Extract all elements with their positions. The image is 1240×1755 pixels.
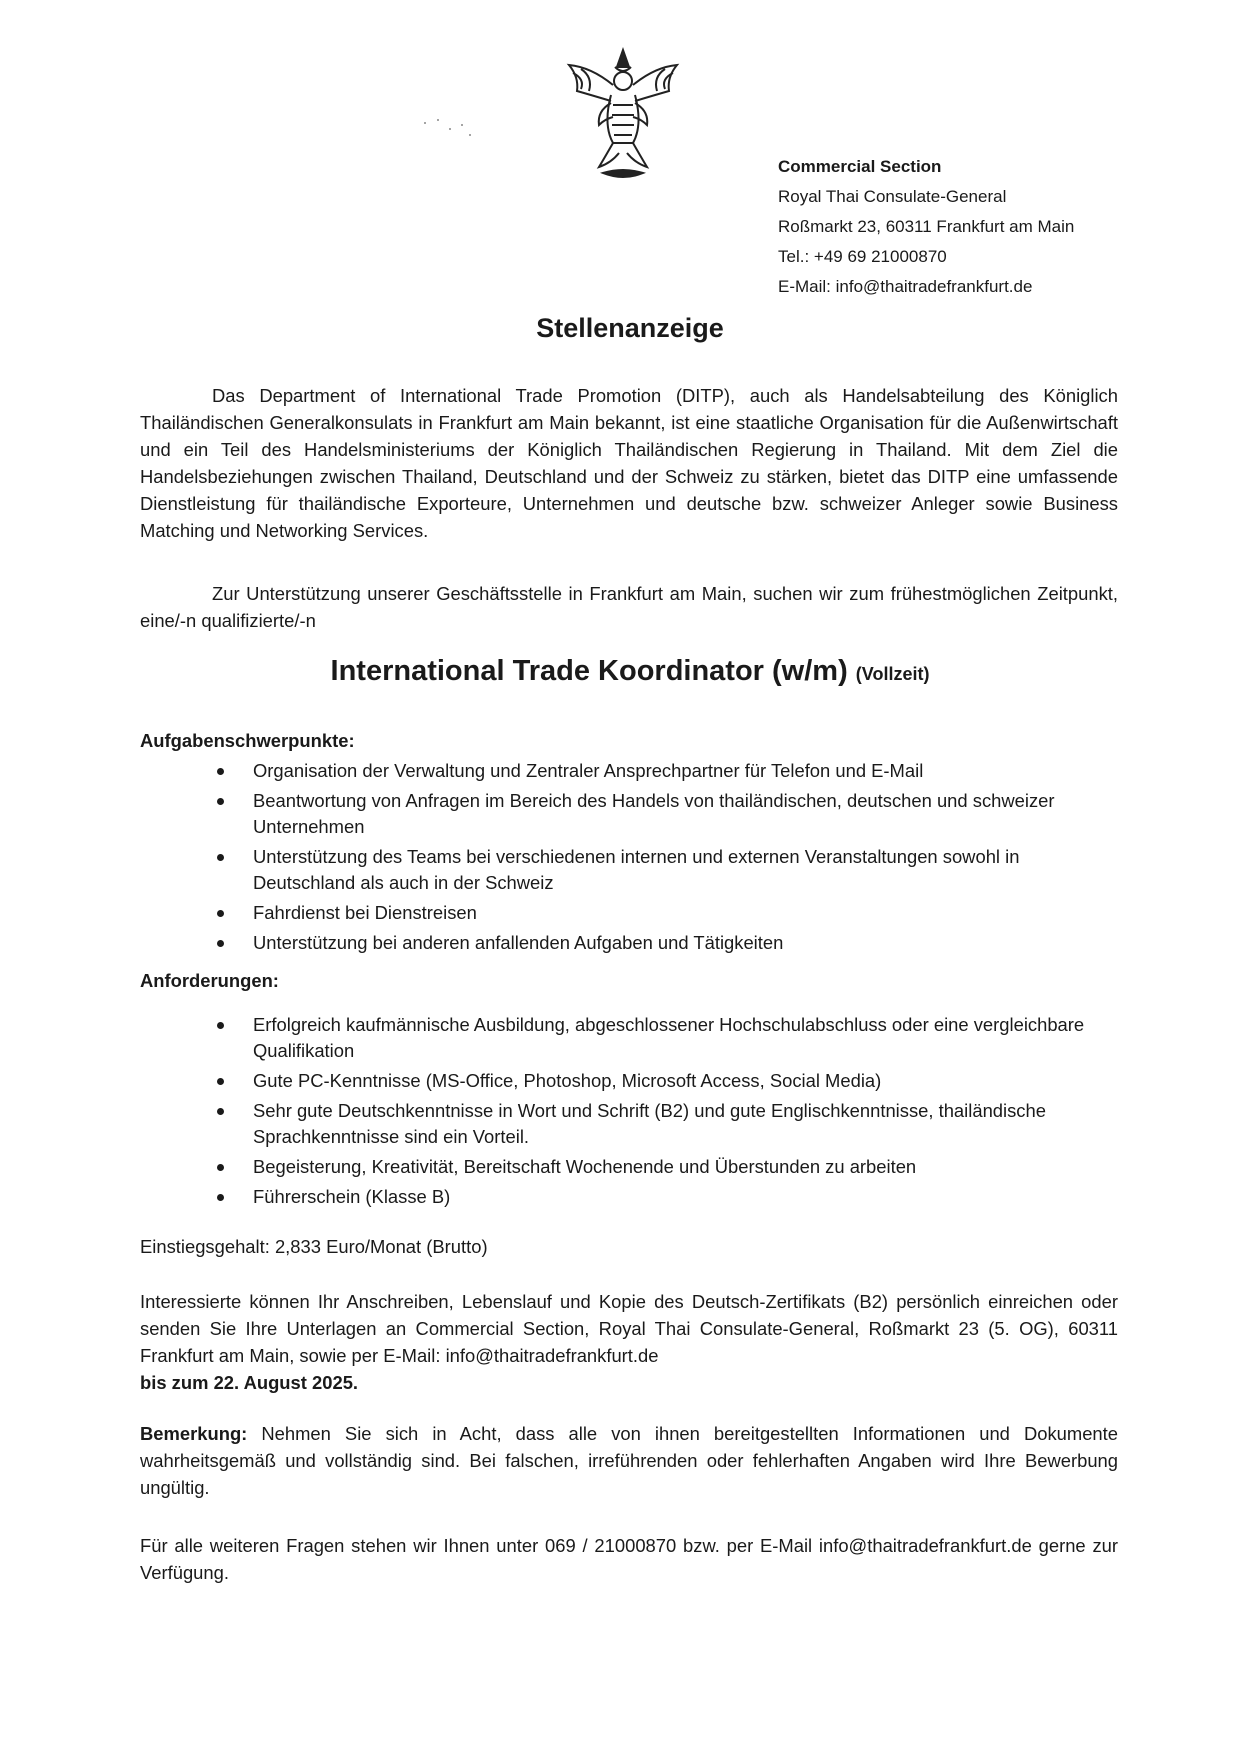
list-item: Unterstützung bei anderen anfallenden Aufgaben und Tätigkeiten <box>215 930 1125 956</box>
remark-paragraph <box>140 1420 1118 1501</box>
remark-label: Bemerkung: <box>140 1423 248 1444</box>
sender-department: Commercial Section <box>778 157 942 176</box>
job-title-text: International Trade Koordinator (w/m) <box>330 655 848 687</box>
bullet-icon <box>217 1078 224 1085</box>
contact-paragraph: Für alle weiteren Fragen stehen wir Ihnen unter 069 / 21000870 bzw. per E-Mail info@thaitradefrankfurt.de gerne zur Verfügung. <box>140 1535 1118 1583</box>
intro-paragraph: Das Department of International Trade Promotion (DITP), auch als Handelsabteilung des Königlich Thailändischen Generalkonsulats in Frankfurt am Main bekannt, ist eine staatliche Organisation für die Außenwirtschaft und ein Teil des Handelsministeriums der Königlich Thailändischen Regierung in Thailand. Mit dem Ziel die Handelsbeziehungen zwischen Thailand, Deutschland und der Schweiz zu stärken, bietet das DITP eine umfassende Dienstleistung für thailändische Exporteure, Unternehmen und deutsche bzw. schweizer Anleger sowie Business Matching und Networking Services. <box>140 385 1118 541</box>
list-item: Begeisterung, Kreativität, Bereitschaft Wochenende und Überstunden zu arbeiten <box>215 1154 1125 1180</box>
scan-speckles <box>420 115 480 145</box>
sender-address-block <box>778 152 1074 302</box>
job-type: (Vollzeit) <box>855 664 930 684</box>
requirements-list <box>215 1012 1125 1214</box>
list-item: Organisation der Verwaltung und Zentraler Ansprechpartner für Telefon und E-Mail <box>215 758 1125 784</box>
garuda-emblem-icon <box>563 45 683 185</box>
bullet-icon <box>217 910 224 917</box>
list-item: Gute PC-Kenntnisse (MS-Office, Photoshop, Microsoft Access, Social Media) <box>215 1068 1125 1094</box>
sender-organisation: Royal Thai Consulate-General <box>778 187 1007 206</box>
document-title: Stellenanzeige <box>536 313 724 343</box>
bullet-icon <box>217 1194 224 1201</box>
requirements-heading: Anforderungen: <box>140 970 279 991</box>
application-deadline: bis zum 22. August 2025. <box>140 1372 359 1393</box>
application-paragraph <box>140 1288 1118 1396</box>
bullet-icon <box>217 768 224 775</box>
bullet-icon <box>217 1164 224 1171</box>
list-item: Sehr gute Deutschkenntnisse in Wort und Schrift (B2) und gute Englischkenntnisse, thailändische Sprachkenntnisse sind ein Vorteil. <box>215 1098 1125 1150</box>
bullet-icon <box>217 1108 224 1115</box>
tasks-list <box>215 758 1125 960</box>
job-title <box>0 655 1240 688</box>
bullet-icon <box>217 1022 224 1029</box>
tasks-heading: Aufgabenschwerpunkte: <box>140 730 355 751</box>
application-text: Interessierte können Ihr Anschreiben, Lebenslauf und Kopie des Deutsch-Zertifikats (B2) persönlich einreichen oder senden Sie Ihre Unterlagen an Commercial Section, Royal Thai Consulate-General, Roßmarkt 23 (5. OG), 60311 Frankfurt am Main, sowie per E-Mail: info@thaitradefrankfurt.de <box>140 1291 1118 1366</box>
list-item: Fahrdienst bei Dienstreisen <box>215 900 1125 926</box>
bullet-icon <box>217 940 224 947</box>
search-paragraph: Zur Unterstützung unserer Geschäftsstelle in Frankfurt am Main, suchen wir zum frühestmöglichen Zeitpunkt, eine/-n qualifizierte/-n <box>140 583 1118 631</box>
sender-email: E-Mail: info@thaitradefrankfurt.de <box>778 277 1033 296</box>
sender-address: Roßmarkt 23, 60311 Frankfurt am Main <box>778 217 1075 236</box>
list-item: Unterstützung des Teams bei verschiedenen internen und externen Veranstaltungen sowohl in Deutschland als auch in der Schweiz <box>215 844 1125 896</box>
list-item: Erfolgreich kaufmännische Ausbildung, abgeschlossener Hochschulabschluss oder eine vergleichbare Qualifikation <box>215 1012 1125 1064</box>
salary-line: Einstiegsgehalt: 2,833 Euro/Monat (Brutto) <box>140 1236 488 1257</box>
sender-phone: Tel.: +49 69 21000870 <box>778 247 947 266</box>
bullet-icon <box>217 798 224 805</box>
list-item: Beantwortung von Anfragen im Bereich des Handels von thailändischen, deutschen und schweizer Unternehmen <box>215 788 1125 840</box>
bullet-icon <box>217 854 224 861</box>
list-item: Führerschein (Klasse B) <box>215 1184 1125 1210</box>
remark-text: Nehmen Sie sich in Acht, dass alle von ihnen bereitgestellten Informationen und Dokumente wahrheitsgemäß und vollständig sind. Bei falschen, irreführenden oder fehlerhaften Angaben wird Ihre Bewerbung ungültig. <box>140 1423 1118 1498</box>
